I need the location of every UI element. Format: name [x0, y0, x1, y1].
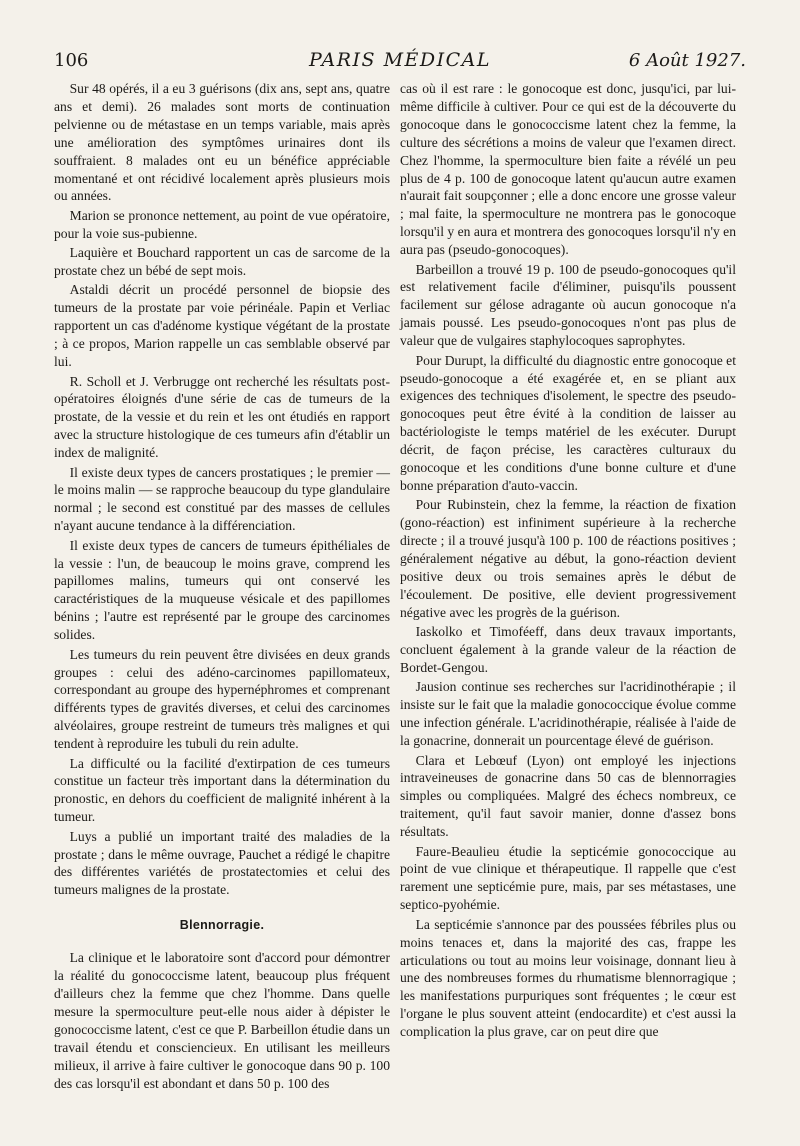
issue-date: 6 Août 1927. — [628, 50, 746, 71]
paragraph: La difficulté ou la facilité d'extirpation de ces tumeurs constitue un facteur très important dans la détermination du pronostic, en dehors du coefficient de malignité inhérent à la tumeur. — [54, 755, 390, 825]
paragraph: R. Scholl et J. Verbrugge ont recherché les résultats post-opératoires éloignés d'une série de cas de tumeurs de la prostate, de la vessie et du rein et les ont étudiés en rapport avec la structure histologique de ces tumeurs afin d'établir un index de malignité. — [54, 373, 390, 461]
paragraph: Iaskolko et Timoféeff, dans deux travaux importants, concluent également à la grande valeur de la réaction de Bordet-Gengou. — [400, 624, 736, 675]
section-heading: Blennorragie. — [179, 918, 265, 933]
paragraph: Clara et Lebœuf (Lyon) ont employé les injections intraveineuses de gonacrine dans 50 cas de blennorragies simples ou compliquées. Malgré des échecs nombreux, ce traitement, qu'il faut savoir manier, donne d'assez bons résultats. — [400, 752, 736, 840]
paragraph: Marion se prononce nettement, au point de vue opératoire, pour la voie sus-pubienne. — [54, 207, 390, 241]
paragraph: Pour Durupt, la difficulté du diagnostic entre gonocoque et pseudo-gonocoque a été exagérée et, en se pliant aux exigences des techniques d'isolement, le spectre des pseudo-gonocoques peut être évité à la condition de laisser au bactériologiste le temps matériel de les exécuter. Durupt décrit, de façon précise, les caractères culturaux du gonocoque et les conditions d'une bonne culture et d'une bonne préparation d'auto-vaccin. — [400, 352, 736, 493]
paragraph: Laquière et Bouchard rapportent un cas de sarcome de la prostate chez un bébé de sept mois. — [54, 245, 390, 279]
page-header — [54, 46, 746, 74]
paragraph: Jausion continue ses recherches sur l'acridinothérapie ; il insiste sur le fait que la maladie gonococcique évolue comme une infection générale. L'acridinothérapie, réalisée à l'aide de la gonacrine, donnerait un pourcentage élevé de guérison. — [400, 679, 736, 749]
paragraph: Faure-Beaulieu étudie la septicémie gonococcique au point de vue clinique et thérapeutique. Il rappelle que c'est rarement une septicémie pure, mais, par ses métastases, une septico-pyohémie. — [400, 843, 736, 913]
journal-title: PARIS MÉDICAL — [308, 49, 492, 71]
paragraph: Pour Rubinstein, chez la femme, la réaction de fixation (gono-réaction) est infiniment supérieure à la recherche directe ; il a trouvé jusqu'à 100 p. 100 de réactions positives ; généralement négative au début, la gono-réaction devient positive deux ou trois semaines après le début de l'écoulement. De positive, elle devient progressivement négative avec les progrès de la guérison. — [400, 497, 736, 620]
paragraph: Il existe deux types de cancers prostatiques ; le premier — le moins malin — se rapproche beaucoup du type glandulaire normal ; le second est constitué par des masses de cellules n'ayant aucune tendance à la différenciation. — [54, 464, 390, 534]
paragraph-continuation: cas où il est rare : le gonocoque est donc, jusqu'ici, par lui-même difficile à cultiver. Pour ce qui est de la découverte du gonocoque dans le gonococcisme latent chez la femme, la culture des sécrétions a moins de valeur que l'examen direct. Chez l'homme, la spermoculture bien faite a révélé un peu plus de 4 p. 100 de gonocoque latent qu'aucun autre examen n'aurait fait soupçonner ; elle a donc encore une grosse valeur ; mal faite, la spermoculture ne montrera pas le gonocoque lorsqu'il y en aura et montrera des gonocoques lorsqu'il n'y en aura pas (pseudo-gonocoques). — [400, 81, 736, 258]
paragraph: Sur 48 opérés, il a eu 3 guérisons (dix ans, sept ans, quatre ans et demi). 26 malades sont morts de continuation pelvienne ou de métastase en un temps variable, mais après une amélioration des symptômes urinaires dont ils souffraient. 8 malades ont eu un bénéfice appréciable momentané et ont récidivé localement après plusieurs mois ou années. — [54, 81, 390, 204]
left-column — [54, 80, 390, 1094]
paragraph: Les tumeurs du rein peuvent être divisées en deux grands groupes : celui des adéno-carcinomes papillomateux, correspondant au groupe des hypernéphromes et comprenant différents types de gravités diverses, et celui des carcinomes alvéolaires, groupe restreint de tumeurs très malignes et qui tendent à reproduire les tubuli du rein adulte. — [54, 646, 390, 752]
paragraph: La clinique et le laboratoire sont d'accord pour démontrer la réalité du gonococcisme latent, beaucoup plus fréquent d'ailleurs chez la femme que chez l'homme. Dans quelle mesure la spermoculture peut-elle nous aider à dépister le gonococcisme latent, c'est ce que P. Barbeillon étudie dans un travail étendu et consciencieux. En utilisant les meilleurs milieux, il arrive à faire cultiver le gonocoque dans 90 p. 100 des cas lorsqu'il est abondant et dans 50 p. 100 des — [54, 950, 390, 1091]
paragraph: Il existe deux types de cancers de tumeurs épithéliales de la vessie : l'un, de beaucoup le moins grave, comprend les papillomes malins, tumeurs qui ont conservé les caractéristiques de la muqueuse vésicale et des papillomes bénins ; l'autre est représenté par le groupe des carcinomes solides. — [54, 537, 390, 643]
paragraph: Barbeillon a trouvé 19 p. 100 de pseudo-gonocoques qu'il est relativement facile d'éliminer, puisqu'ils poussent facilement sur gélose adragante où aucun gonocoque n'a jamais poussé. Les pseudo-gonocoques n'ont pas plus de valeur que de vulgaires staphylocoques saprophytes. — [400, 261, 736, 349]
paragraph: Astaldi décrit un procédé personnel de biopsie des tumeurs de la prostate par voie périnéale. Papin et Verliac rapportent un cas d'adénome kystique végétant de la prostate ; à ce propos, Marion rappelle un cas semblable observé par lui. — [54, 282, 390, 370]
paragraph: La septicémie s'annonce par des poussées fébriles plus ou moins tenaces et, dans la majorité des cas, frappe les articulations ou tout au moins leur voisinage, donnant lieu à une des nombreuses formes du rhumatisme blennorragique ; les manifestations purpuriques sont fréquentes ; le cœur est l'organe le plus souvent atteint (endocardite) et c'est aussi la complication la plus grave, car on peut dire que — [400, 916, 736, 1040]
right-column — [400, 80, 736, 1043]
page-number: 106 — [54, 50, 89, 71]
paragraph: Luys a publié un important traité des maladies de la prostate ; dans le même ouvrage, Pauchet a rédigé le chapitre des différentes variétés de prostatectomies et celui des tumeurs malignes de la prostate. — [54, 828, 390, 898]
